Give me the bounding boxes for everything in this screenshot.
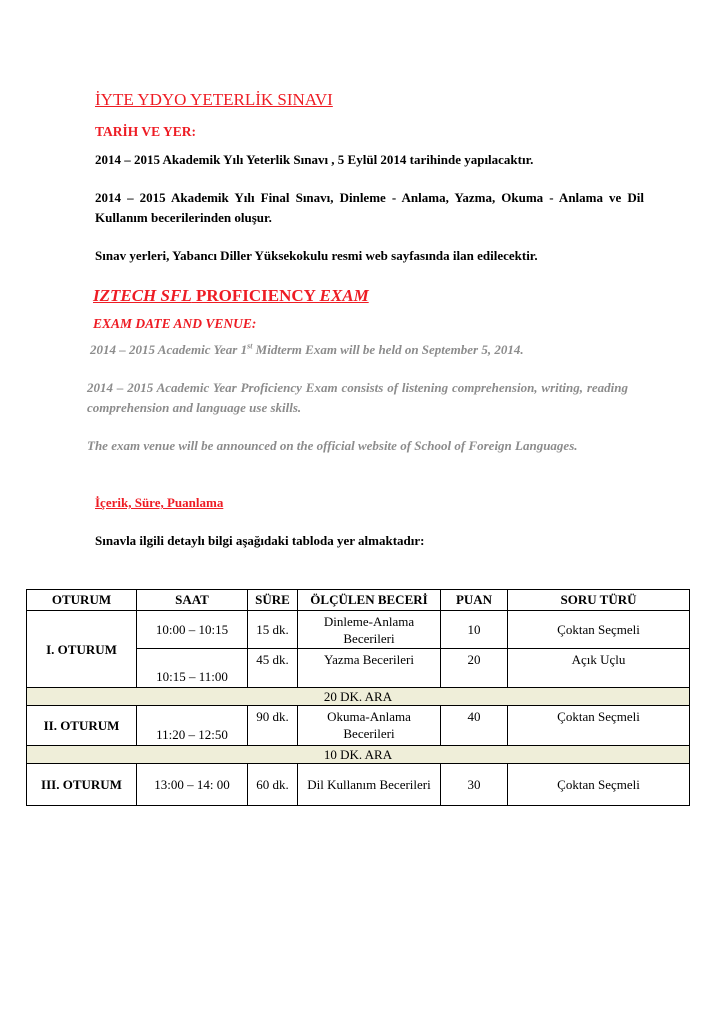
session-1-row-1-duration: 15 dk. (248, 611, 298, 649)
table-row (27, 764, 690, 806)
table-row (27, 611, 690, 649)
session-3-skill: Dil Kullanım Becerileri (298, 764, 441, 806)
turkish-paragraph-1: 2014 – 2015 Akademik Yılı Yeterlik Sınavı , 5 Eylül 2014 tarihinde yapılacaktır. (95, 152, 534, 167)
header-olculen-beceri: ÖLÇÜLEN BECERİ (298, 590, 441, 611)
english-paragraph-1: 2014 – 2015 Academic Year 1st Midterm Exam will be held on September 5, 2014. (90, 341, 524, 357)
session-1-row-1-time: 10:00 – 10:15 (137, 611, 248, 649)
table-intro: Sınavla ilgili detaylı bilgi aşağıdaki tabloda yer almaktadır: (95, 533, 425, 548)
session-3-time: 13:00 – 14: 00 (137, 764, 248, 806)
session-1-row-2-points: 20 (441, 649, 508, 688)
break-row-1 (27, 688, 690, 706)
session-1-name: I. OTURUM (27, 611, 137, 688)
header-saat: SAAT (137, 590, 248, 611)
english-title: IZTECH SFL PROFICIENCY EXAM (93, 286, 369, 305)
break-1-label: 20 DK. ARA (27, 688, 690, 706)
turkish-paragraph-2: 2014 – 2015 Akademik Yılı Final Sınavı, Dinleme - Anlama, Yazma, Okuma - Anlama ve Dil Kullanım becerilerinden oluşur. (95, 190, 644, 225)
session-1-row-1-type: Çoktan Seçmeli (508, 611, 690, 649)
english-subtitle: EXAM DATE AND VENUE: (93, 316, 257, 331)
english-paragraph-2: 2014 – 2015 Academic Year Proficiency Exam consists of listening comprehension, writing, reading comprehension and language use skills. (87, 380, 628, 415)
header-oturum: OTURUM (27, 590, 137, 611)
session-3-type: Çoktan Seçmeli (508, 764, 690, 806)
session-1-row-1-points: 10 (441, 611, 508, 649)
table-header-row (27, 590, 690, 611)
session-1-row-2-type: Açık Uçlu (508, 649, 690, 688)
session-3-name: III. OTURUM (27, 764, 137, 806)
turkish-title: İYTE YDYO YETERLİK SINAVI (95, 90, 333, 109)
turkish-paragraph-3: Sınav yerleri, Yabancı Diller Yüksekokulu resmi web sayfasında ilan edilecektir. (95, 248, 538, 263)
content-heading: İçerik, Süre, Puanlama (95, 495, 224, 510)
session-2-skill: Okuma-Anlama Becerileri (298, 706, 441, 746)
session-1-row-1-skill: Dinleme-Anlama Becerileri (298, 611, 441, 649)
session-1-row-2-skill: Yazma Becerileri (298, 649, 441, 688)
break-row-2 (27, 746, 690, 764)
session-2-type: Çoktan Seçmeli (508, 706, 690, 746)
header-soru-turu: SORU TÜRÜ (508, 590, 690, 611)
session-3-duration: 60 dk. (248, 764, 298, 806)
header-sure: SÜRE (248, 590, 298, 611)
session-2-time: 11:20 – 12:50 (137, 706, 248, 746)
header-puan: PUAN (441, 590, 508, 611)
table-row (27, 706, 690, 746)
session-3-points: 30 (441, 764, 508, 806)
schedule-table (26, 589, 690, 806)
session-2-name: II. OTURUM (27, 706, 137, 746)
session-2-points: 40 (441, 706, 508, 746)
session-1-row-2-time: 10:15 – 11:00 (137, 649, 248, 688)
session-2-duration: 90 dk. (248, 706, 298, 746)
session-1-row-2-duration: 45 dk. (248, 649, 298, 688)
english-paragraph-3: The exam venue will be announced on the official website of School of Foreign Languages. (87, 438, 578, 453)
break-2-label: 10 DK. ARA (27, 746, 690, 764)
turkish-subtitle: TARİH VE YER: (95, 124, 197, 139)
